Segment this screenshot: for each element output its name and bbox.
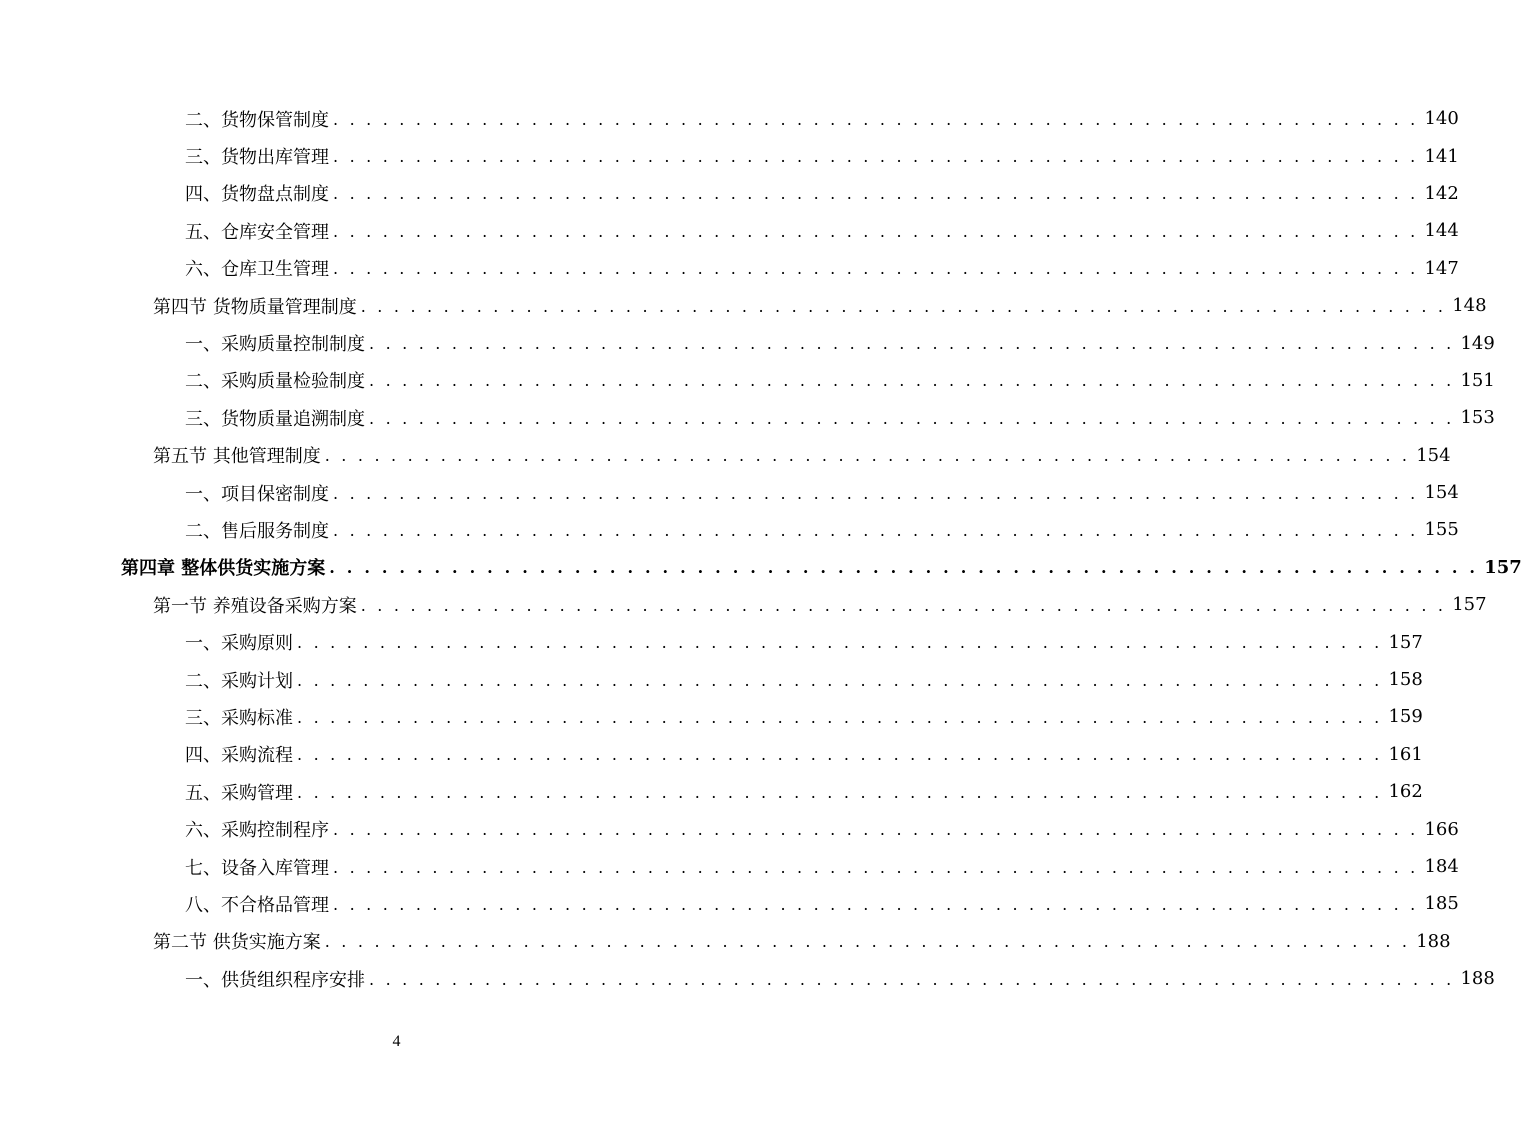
toc-entry[interactable]	[0, 250, 1459, 287]
toc-dot-leader: . . . . . . . . . . . . . . . . . . . . . . . . . . . . . . . . . . . . . . . . . . . . . . . . . . . . . . . . . . . . . . . . . .	[333, 259, 1419, 279]
toc-dot-leader: . . . . . . . . . . . . . . . . . . . . . . . . . . . . . . . . . . . . . . . . . . . . . . . . . . . . . . . . . . . . . . . . . .	[360, 296, 1447, 316]
toc-entry-label: 一、采购质量控制制度	[185, 334, 365, 356]
toc-entry-label: 三、货物质量追溯制度	[185, 408, 365, 430]
toc-entry-page: 147	[1424, 257, 1459, 279]
toc-dot-leader: . . . . . . . . . . . . . . . . . . . . . . . . . . . . . . . . . . . . . . . . . . . . . . . . . . . . . . . . . . . . . . . . . .	[333, 184, 1419, 204]
toc-entry-page: 162	[1388, 781, 1423, 803]
toc-entry[interactable]	[0, 810, 1459, 847]
toc-entry[interactable]	[0, 511, 1459, 548]
toc-entry-label: 第二节 供货实施方案	[153, 932, 321, 954]
toc-entry-label: 二、货物保管制度	[185, 109, 329, 131]
toc-entry-page: 166	[1424, 818, 1459, 840]
toc-entry-label: 一、项目保密制度	[185, 483, 329, 505]
toc-entry[interactable]	[0, 848, 1459, 885]
toc-entry-label: 六、仓库卫生管理	[185, 259, 329, 281]
toc-dot-leader: . . . . . . . . . . . . . . . . . . . . . . . . . . . . . . . . . . . . . . . . . . . . . . . . . . . . . . . . . . . . . . . . . .	[324, 446, 1411, 466]
toc-entry-page: 159	[1388, 706, 1423, 728]
toc-dot-leader: . . . . . . . . . . . . . . . . . . . . . . . . . . . . . . . . . . . . . . . . . . . . . . . . . . . . . . . . . . . . . . . . . .	[333, 820, 1419, 840]
toc-entry[interactable]	[0, 100, 1459, 137]
toc-entry[interactable]	[0, 586, 1487, 623]
toc-entry-page: 142	[1424, 182, 1459, 204]
toc-entry-page: 188	[1416, 930, 1451, 952]
toc-entry[interactable]	[0, 474, 1459, 511]
toc-entry[interactable]	[0, 324, 1495, 361]
toc-entry-label: 一、采购原则	[185, 633, 293, 655]
table-of-contents	[0, 100, 1522, 997]
page-number: 4	[392, 1033, 401, 1050]
toc-entry-label: 二、采购质量检验制度	[185, 371, 365, 393]
toc-entry-page: 144	[1424, 220, 1459, 242]
toc-dot-leader: . . . . . . . . . . . . . . . . . . . . . . . . . . . . . . . . . . . . . . . . . . . . . . . . . . . . . . . . . . . . . . . . . .	[369, 371, 1455, 391]
toc-entry-page: 185	[1424, 893, 1459, 915]
toc-entry[interactable]	[0, 437, 1451, 474]
toc-entry-page: 153	[1460, 407, 1495, 429]
toc-entry-label: 四、货物盘点制度	[185, 184, 329, 206]
toc-entry[interactable]	[0, 399, 1495, 436]
toc-entry-page: 140	[1424, 108, 1459, 130]
toc-dot-leader: . . . . . . . . . . . . . . . . . . . . . . . . . . . . . . . . . . . . . . . . . . . . . . . . . . . . . . . . . . . . . . . . . .	[333, 109, 1419, 129]
toc-entry-label: 六、采购控制程序	[185, 820, 329, 842]
toc-entry-label: 二、采购计划	[185, 670, 293, 692]
toc-entry[interactable]	[0, 549, 1522, 586]
toc-entry-label: 五、采购管理	[185, 782, 293, 804]
toc-entry-label: 四、采购流程	[185, 745, 293, 767]
toc-entry-label: 五、仓库安全管理	[185, 221, 329, 243]
toc-entry[interactable]	[0, 623, 1423, 660]
toc-dot-leader: . . . . . . . . . . . . . . . . . . . . . . . . . . . . . . . . . . . . . . . . . . . . . . . . . . . . . . . . . . . . . . . . . .	[333, 894, 1419, 914]
toc-entry-label: 第四章 整体供货实施方案	[121, 558, 326, 580]
toc-entry-label: 三、采购标准	[185, 707, 293, 729]
toc-entry-page: 149	[1460, 332, 1495, 354]
toc-dot-leader: . . . . . . . . . . . . . . . . . . . . . . . . . . . . . . . . . . . . . . . . . . . . . . . . . . . . . . . . . . . . . . . . . .	[333, 221, 1419, 241]
toc-dot-leader: . . . . . . . . . . . . . . . . . . . . . . . . . . . . . . . . . . . . . . . . . . . . . . . . . . . . . . . . . . . . . . . . . .	[333, 147, 1419, 167]
toc-entry[interactable]	[0, 923, 1451, 960]
toc-entry-label: 一、供货组织程序安排	[185, 969, 365, 991]
toc-entry-page: 154	[1424, 482, 1459, 504]
toc-entry-page: 151	[1460, 369, 1495, 391]
toc-entry-label: 第五节 其他管理制度	[153, 446, 321, 468]
toc-entry-page: 157	[1484, 556, 1522, 578]
toc-entry-label: 第四节 货物质量管理制度	[153, 296, 357, 318]
toc-entry-page: 157	[1452, 594, 1487, 616]
toc-entry-label: 三、货物出库管理	[185, 147, 329, 169]
toc-entry-page: 148	[1452, 295, 1487, 317]
toc-entry[interactable]	[0, 698, 1423, 735]
toc-dot-leader: . . . . . . . . . . . . . . . . . . . . . . . . . . . . . . . . . . . . . . . . . . . . . . . . . . . . . . . . . . . . . . . . . .	[297, 707, 1383, 727]
toc-dot-leader: . . . . . . . . . . . . . . . . . . . . . . . . . . . . . . . . . . . . . . . . . . . . . . . . . . . . . . . . . . . . . . . . . .	[297, 745, 1383, 765]
toc-dot-leader: . . . . . . . . . . . . . . . . . . . . . . . . . . . . . . . . . . . . . . . . . . . . . . . . . . . . . . . . . . . . . . . . . .	[324, 932, 1411, 952]
toc-dot-leader: . . . . . . . . . . . . . . . . . . . . . . . . . . . . . . . . . . . . . . . . . . . . . . . . . . . . . . . . . . . . . . . . . .	[297, 782, 1383, 802]
toc-entry[interactable]	[0, 960, 1495, 997]
toc-entry-label: 八、不合格品管理	[185, 894, 329, 916]
toc-entry-page: 188	[1460, 968, 1495, 990]
toc-entry-page: 184	[1424, 856, 1459, 877]
toc-dot-leader: . . . . . . . . . . . . . . . . . . . . . . . . . . . . . . . . . . . . . . . . . . . . . . . . . . . . . . . . . . . . . . . . . .	[329, 558, 1479, 578]
toc-dot-leader: . . . . . . . . . . . . . . . . . . . . . . . . . . . . . . . . . . . . . . . . . . . . . . . . . . . . . . . . . . . . . . . . . .	[297, 633, 1383, 653]
toc-entry[interactable]	[0, 885, 1459, 922]
toc-entry-page: 157	[1388, 631, 1423, 653]
toc-entry[interactable]	[0, 661, 1423, 698]
toc-entry-label: 二、售后服务制度	[185, 520, 329, 542]
toc-dot-leader: . . . . . . . . . . . . . . . . . . . . . . . . . . . . . . . . . . . . . . . . . . . . . . . . . . . . . . . . . . . . . . . . . .	[369, 334, 1455, 354]
toc-entry-page: 155	[1424, 519, 1459, 541]
toc-dot-leader: . . . . . . . . . . . . . . . . . . . . . . . . . . . . . . . . . . . . . . . . . . . . . . . . . . . . . . . . . . . . . . . . . .	[360, 595, 1447, 615]
toc-entry[interactable]	[0, 212, 1459, 249]
toc-entry[interactable]	[0, 773, 1423, 810]
toc-entry[interactable]	[0, 175, 1459, 212]
toc-entry[interactable]	[0, 137, 1459, 174]
toc-entry[interactable]	[0, 362, 1495, 399]
toc-entry-page: 158	[1388, 669, 1423, 691]
toc-entry-page: 161	[1388, 743, 1423, 765]
toc-entry[interactable]	[0, 736, 1423, 773]
toc-dot-leader: . . . . . . . . . . . . . . . . . . . . . . . . . . . . . . . . . . . . . . . . . . . . . . . . . . . . . . . . . . . . . . . . . .	[369, 408, 1455, 428]
toc-dot-leader: . . . . . . . . . . . . . . . . . . . . . . . . . . . . . . . . . . . . . . . . . . . . . . . . . . . . . . . . . . . . . . . . . .	[333, 483, 1419, 503]
toc-entry-label: 七、设备入库管理	[185, 857, 329, 879]
toc-dot-leader: . . . . . . . . . . . . . . . . . . . . . . . . . . . . . . . . . . . . . . . . . . . . . . . . . . . . . . . . . . . . . . . . . .	[333, 520, 1419, 540]
toc-entry[interactable]	[0, 287, 1487, 324]
toc-dot-leader: . . . . . . . . . . . . . . . . . . . . . . . . . . . . . . . . . . . . . . . . . . . . . . . . . . . . . . . . . . . . . . . . . .	[333, 857, 1419, 877]
toc-dot-leader: . . . . . . . . . . . . . . . . . . . . . . . . . . . . . . . . . . . . . . . . . . . . . . . . . . . . . . . . . . . . . . . . . .	[369, 969, 1455, 989]
toc-dot-leader: . . . . . . . . . . . . . . . . . . . . . . . . . . . . . . . . . . . . . . . . . . . . . . . . . . . . . . . . . . . . . . . . . .	[297, 670, 1383, 690]
toc-entry-label: 第一节 养殖设备采购方案	[153, 595, 357, 617]
toc-entry-page: 154	[1416, 444, 1451, 466]
toc-entry-page: 141	[1424, 145, 1459, 167]
